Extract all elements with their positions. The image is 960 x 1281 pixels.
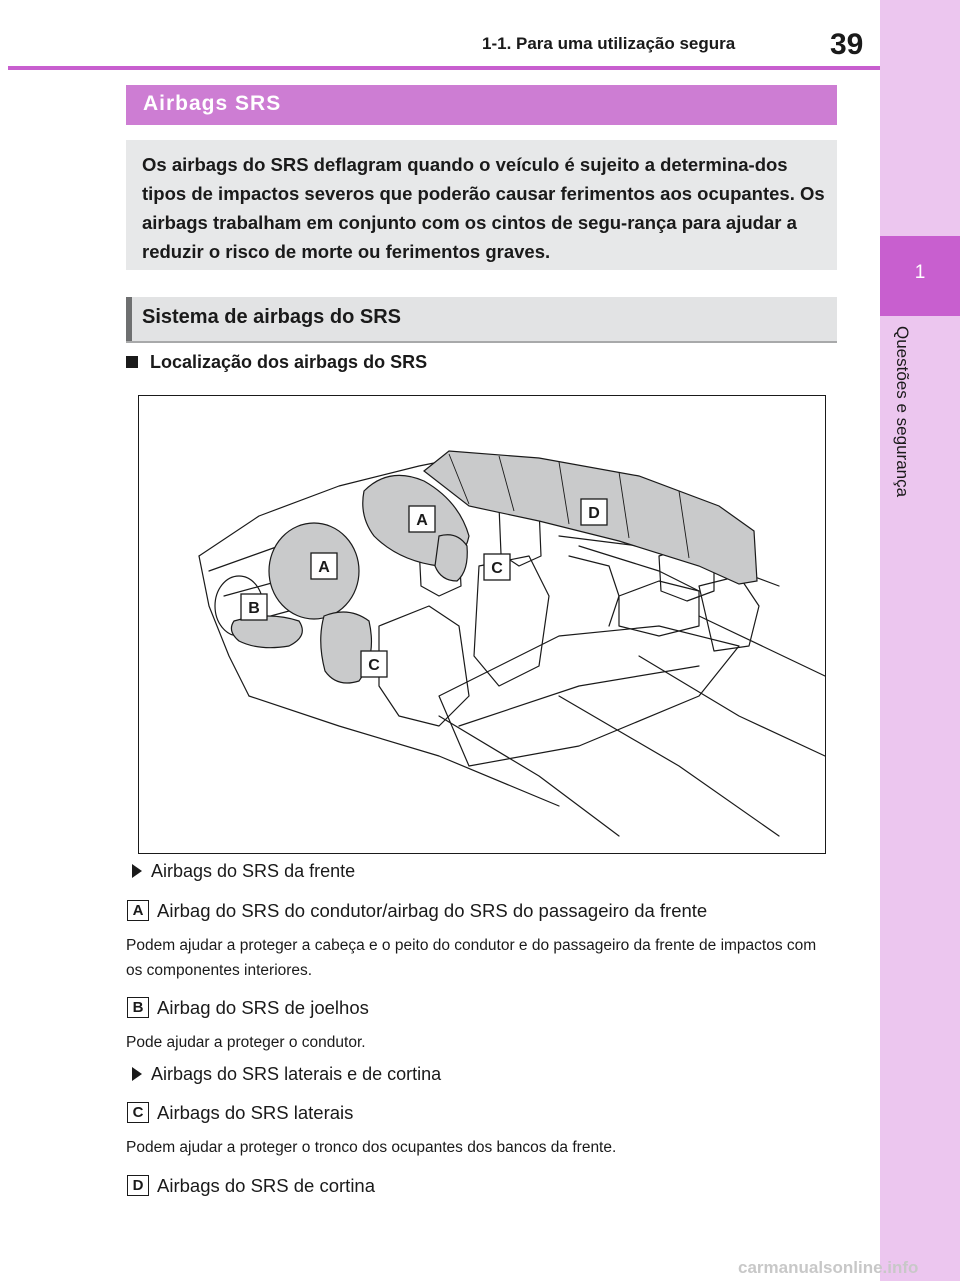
heading-bar	[126, 297, 132, 341]
item-b	[127, 997, 369, 1020]
item-a	[127, 900, 707, 923]
item-key-box: B	[127, 997, 149, 1018]
section-heading-airbags	[126, 85, 837, 125]
item-c-description: Podem ajudar a proteger o tronco dos ocupantes dos bancos da frente.	[126, 1139, 617, 1156]
figure-label-c: C	[368, 657, 380, 674]
item-d	[127, 1175, 375, 1198]
chapter-side-band	[880, 0, 960, 1281]
car-interior-illustration	[139, 396, 825, 853]
figure-label-a: A	[318, 559, 330, 576]
header-rule	[8, 66, 880, 70]
item-b-description: Pode ajudar a proteger o condutor.	[126, 1034, 366, 1051]
item-key-box: D	[127, 1175, 149, 1196]
figure-label-c: C	[491, 560, 503, 577]
item-title: Airbags do SRS de cortina	[157, 1175, 376, 1196]
figure-label-b: B	[248, 600, 260, 617]
group-heading-side	[132, 1064, 441, 1085]
group-label: Airbags do SRS da frente	[151, 861, 356, 881]
intro-panel	[126, 140, 837, 270]
airbag-location-figure	[138, 395, 826, 854]
section-heading-system	[126, 297, 837, 343]
triangle-bullet-icon	[132, 864, 142, 878]
chapter-title-vertical	[888, 326, 912, 626]
chapter-title: Questões e segurança	[893, 326, 912, 498]
section-title: Sistema de airbags do SRS	[142, 306, 401, 328]
item-c	[127, 1102, 353, 1125]
figure-label-d: D	[588, 505, 600, 522]
running-header: 1-1. Para uma utilização segura	[482, 34, 736, 53]
item-key-box: A	[127, 900, 149, 921]
item-title: Airbags do SRS laterais	[157, 1102, 354, 1123]
intro-text: Os airbags do SRS deflagram quando o veículo é sujeito a determina-dos tipos de impactos severos que poderão causar ferimentos aos ocupantes. Os airbags trabalham em conjunto com os cintos de segu-rança para ajudar a reduzir o risco de morte ou ferimentos graves.	[142, 154, 825, 262]
subheading-text: Localização dos airbags do SRS	[150, 352, 428, 372]
figure-label-a: A	[416, 512, 428, 529]
item-title: Airbag do SRS de joelhos	[157, 997, 369, 1018]
subheading	[126, 352, 427, 373]
watermark: carmanualsonline.info	[738, 1258, 919, 1277]
triangle-bullet-icon	[132, 1067, 142, 1081]
chapter-number: 1	[914, 262, 926, 283]
item-key-box: C	[127, 1102, 149, 1123]
group-heading-front	[132, 861, 355, 882]
item-title: Airbag do SRS do condutor/airbag do SRS do passageiro da frente	[157, 900, 708, 921]
section-title: Airbags SRS	[143, 92, 282, 115]
page-number: 39	[830, 28, 864, 61]
group-label: Airbags do SRS laterais e de cortina	[151, 1064, 442, 1084]
square-bullet-icon	[126, 356, 138, 368]
item-a-description: Podem ajudar a proteger a cabeça e o peito do condutor e do passageiro da frente de impactos com os componentes interiores.	[126, 937, 817, 979]
